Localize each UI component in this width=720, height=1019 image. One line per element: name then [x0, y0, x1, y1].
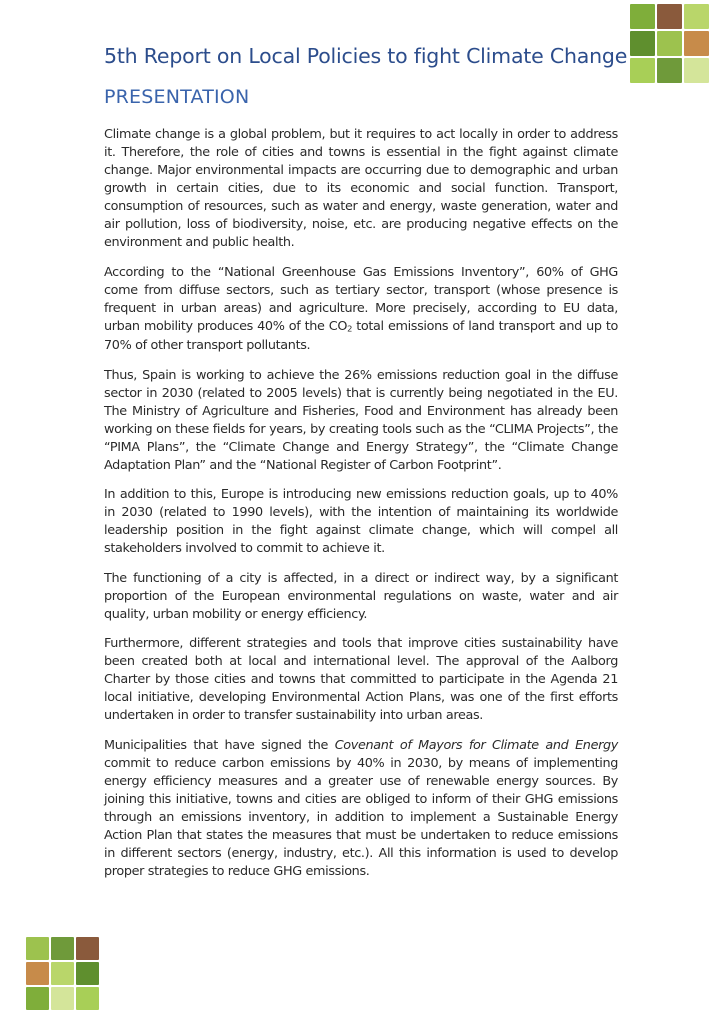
mosaic-tile [684, 58, 709, 83]
mosaic-tile [26, 987, 49, 1010]
mosaic-tile [657, 4, 682, 29]
mosaic-tile [76, 937, 99, 960]
paragraph: Thus, Spain is working to achieve the 26% emissions reduction goal in the diffuse sector in 2030 (related to 2005 levels) that is currently being negotiated in the EU. The Ministry of Agriculture and Fisheries, Food and Environment has already been working on these fields for years, by creating tools such as the “CLIMA Projects”, the “PIMA Plans”, the “Climate Change and Energy Strategy”, the “Climate Change Adaptation Plan” and the “National Register of Carbon Footprint”. [104, 367, 618, 473]
mosaic-tile [684, 31, 709, 56]
mosaic-tile [76, 987, 99, 1010]
mosaic-tile [657, 58, 682, 83]
paragraph-text: Municipalities that have signed the [104, 737, 335, 753]
document-title: 5th Report on Local Policies to fight Climate Change [104, 44, 628, 68]
mosaic-tile [657, 31, 682, 56]
mosaic-tile [630, 4, 655, 29]
paragraph [104, 264, 618, 356]
section-heading: PRESENTATION [104, 86, 250, 108]
decorative-photo-mosaic-top [630, 4, 709, 83]
mosaic-tile [684, 4, 709, 29]
mosaic-tile [630, 58, 655, 83]
mosaic-tile [51, 962, 74, 985]
paragraph: In addition to this, Europe is introducing new emissions reduction goals, up to 40% in 2030 (related to 1990 levels), with the intention of maintaining its worldwide leadership position in the fight against climate change, which will compel all stakeholders involved to commit to achieve it. [104, 487, 618, 557]
mosaic-tile [51, 937, 74, 960]
paragraph [104, 737, 618, 881]
paragraph-text: total emissions of land transport and up to 70% of other transport pollutants. [104, 318, 618, 354]
paragraph: Furthermore, different strategies and tools that improve cities sustainability have been created both at local and international level. The approval of the Aalborg Charter by those cities and towns that committed to participate in the Agenda 21 local initiative, developing Environmental Action Plans, was one of the first efforts undertaken in order to transfer sustainability into urban areas. [104, 636, 618, 724]
paragraph-text: commit to reduce carbon emissions by 40% in 2030, by means of implementing energy efficiency measures and a greater use of renewable energy sources. By joining this initiative, towns and cities are obliged to inform of their GHG emissions through an emissions inventory, in addition to implement a Sustainable Energy Action Plan that states the measures that must be undertaken to reduce emissions in different sectors (energy, industry, etc.). All this information is used to develop proper strategies to reduce GHG emissions. [104, 755, 618, 879]
decorative-photo-mosaic-bottom [26, 937, 99, 1010]
mosaic-tile [76, 962, 99, 985]
document-body [104, 126, 618, 892]
mosaic-tile [630, 31, 655, 56]
subscript: 2 [347, 323, 353, 334]
mosaic-tile [26, 962, 49, 985]
paragraph: The functioning of a city is affected, in a direct or indirect way, by a significant proportion of the European environmental regulations on waste, water and air quality, urban mobility or energy efficiency. [104, 570, 618, 622]
paragraph-text: According to the “National Greenhouse Gas Emissions Inventory”, 60% of GHG come from diffuse sectors, such as tertiary sector, transport (whose presence is frequent in urban areas) and agriculture. More precisely, according to EU data, urban mobility produces 40% of the CO [104, 264, 618, 334]
emphasized-text: Covenant of Mayors for Climate and Energy [334, 737, 618, 753]
paragraph: Climate change is a global problem, but it requires to act locally in order to address it. Therefore, the role of cities and towns is essential in the fight against climate change. Major environmental impacts are occurring due to demographic and urban growth in certain cities, due to its economic and social function. Transport, consumption of resources, such as water and energy, waste generation, water and air pollution, loss of biodiversity, noise, etc. are producing negative effects on the environment and public health. [104, 127, 618, 250]
mosaic-tile [51, 987, 74, 1010]
mosaic-tile [26, 937, 49, 960]
